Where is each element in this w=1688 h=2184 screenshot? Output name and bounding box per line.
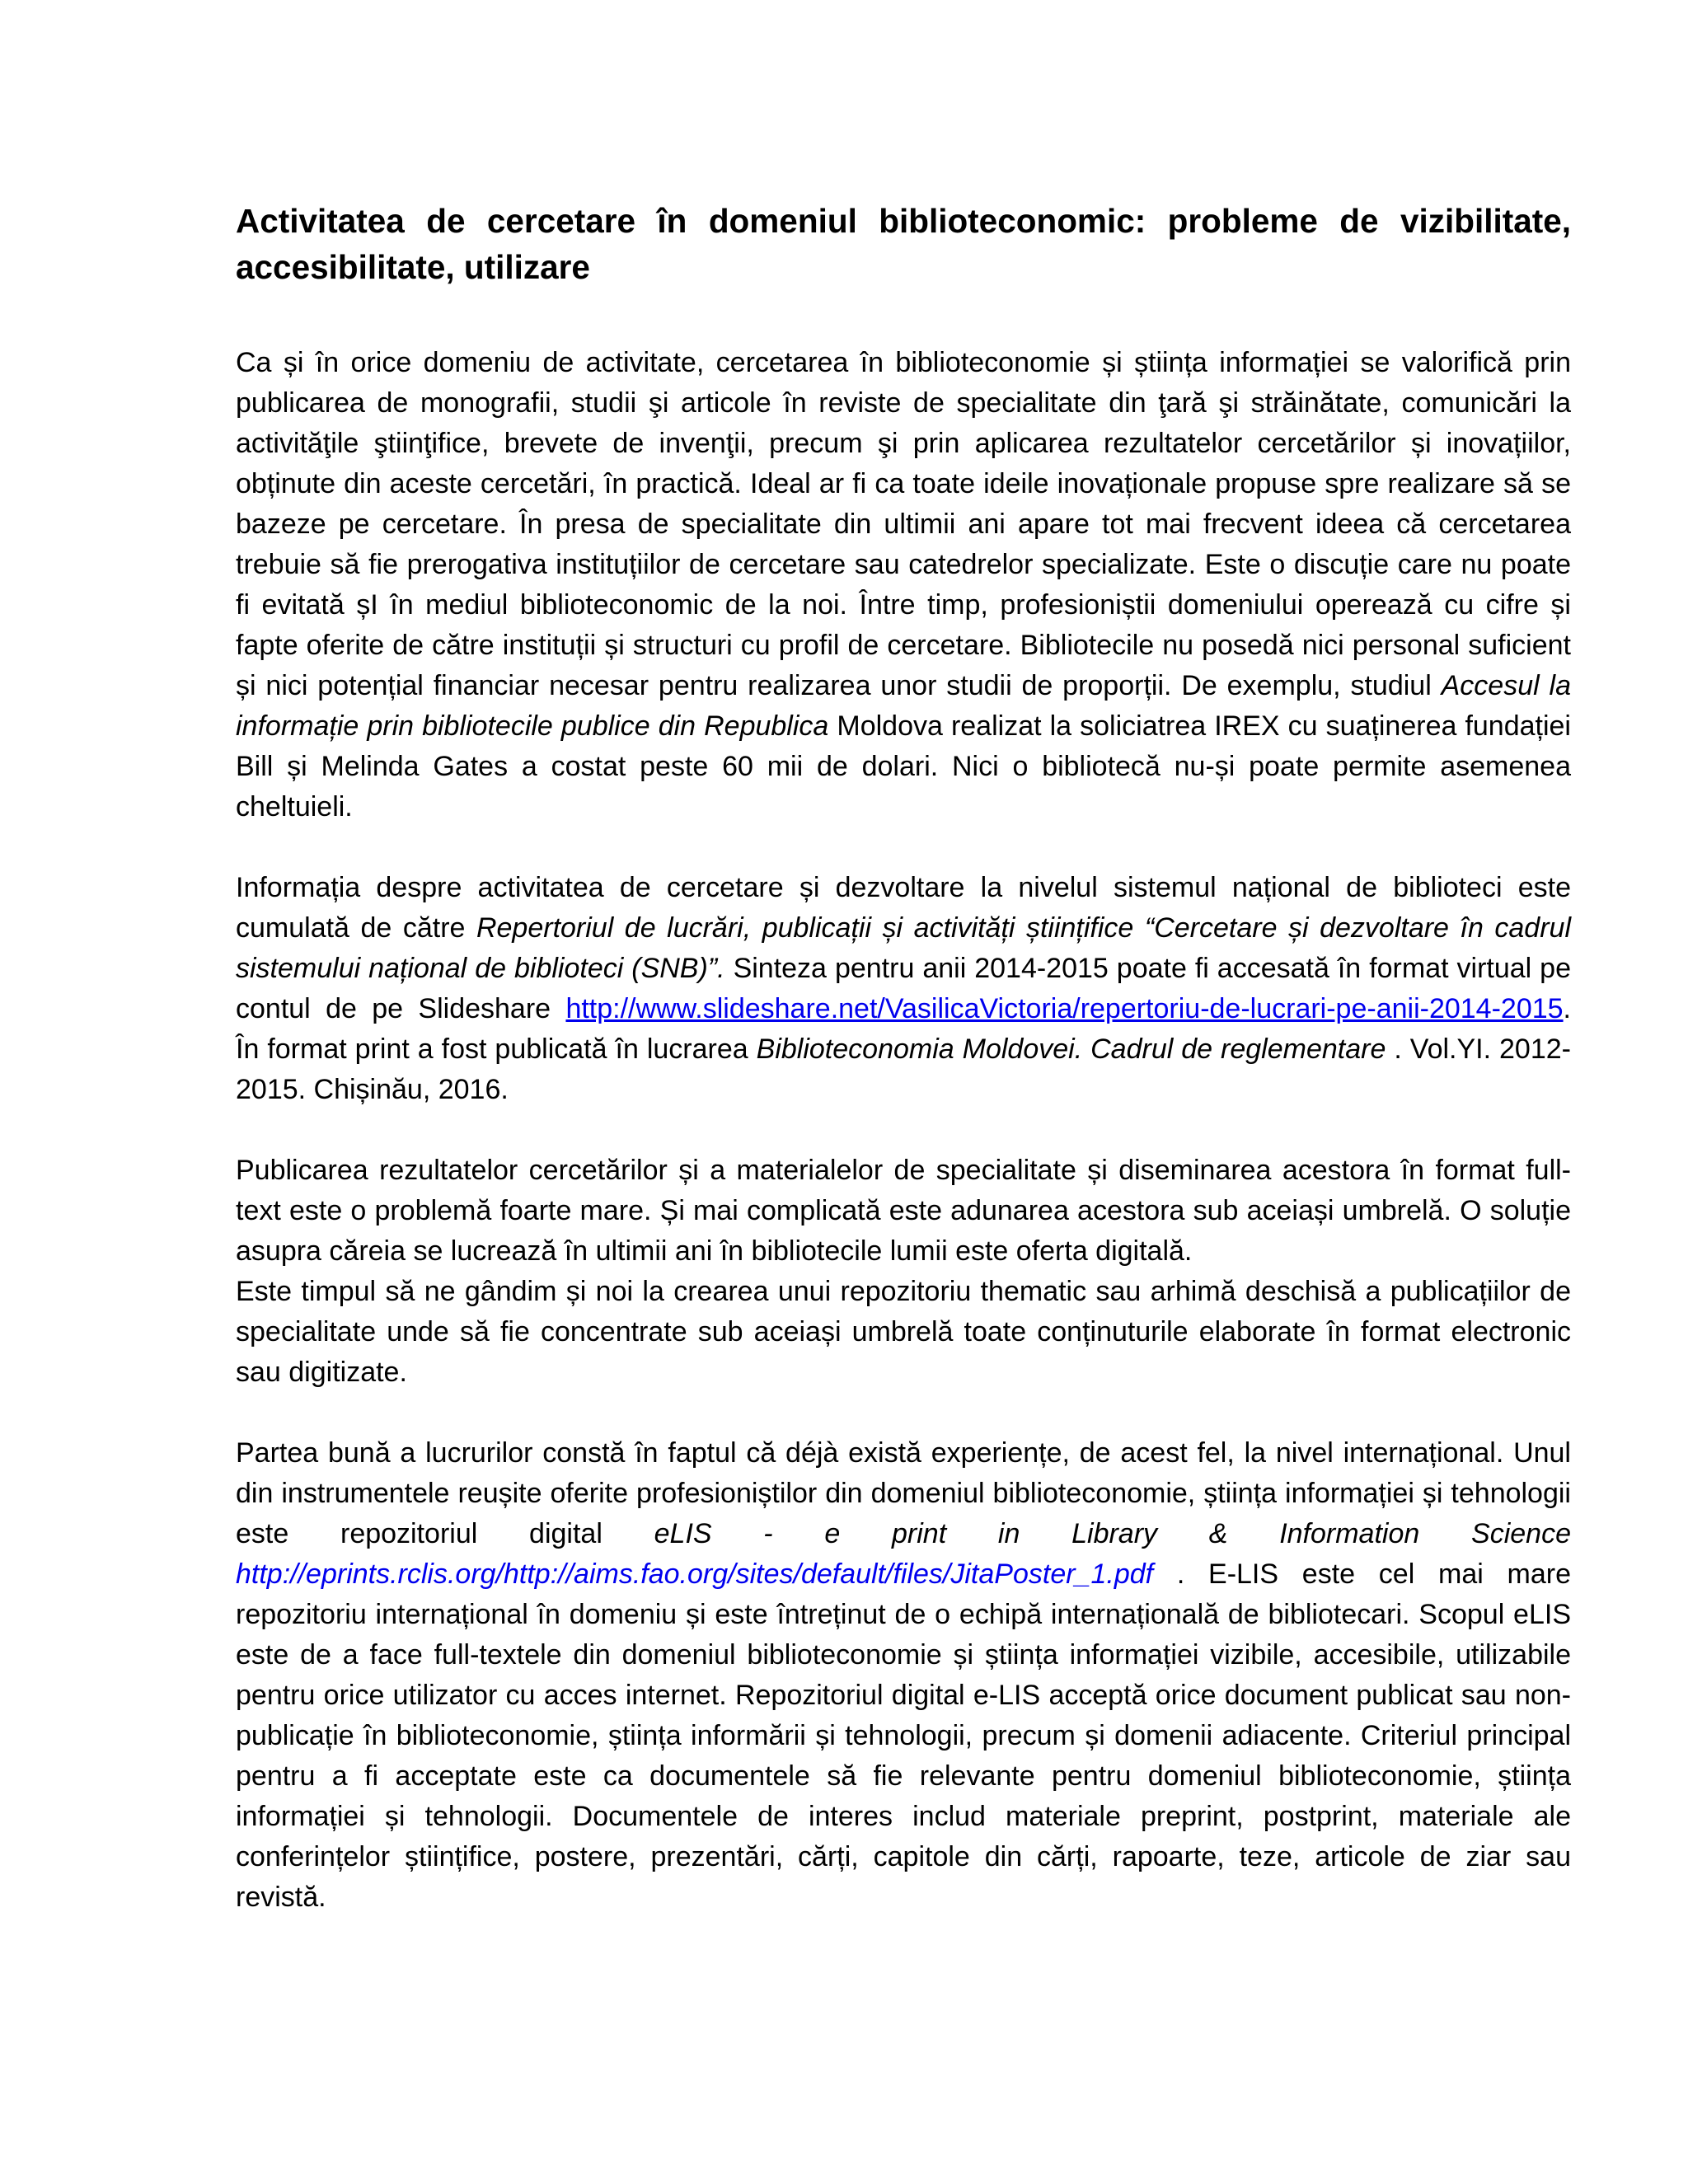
paragraph-1: [236, 343, 1571, 827]
publication-title-italic: Biblioteconomia Moldovei. Cadrul de reglementare: [756, 1033, 1386, 1065]
paragraph-4-text-a: Partea bună a lucrurilor constă în faptul că déjà există experiențe, de acest fel, la nivel internațional. Unul din instrumentele reușite oferite profesioniștilor din domeniul biblioteconomie, știința informației și tehnologii este repozitoriul digital: [236, 1437, 1571, 1549]
paragraph-2-text-c: . În format print a fost publicată în lucrarea: [236, 993, 1571, 1065]
eprints-link[interactable]: http://eprints.rclis.org/http://aims.fao.org/sites/default/files/JitaPoster_1.pdf: [236, 1558, 1154, 1590]
paragraph-2-text-b: Sinteza pentru anii 2014-2015 poate fi accesată în format virtual pe contul de pe Slideshare: [236, 953, 1571, 1024]
repertoriu-title-italic: Repertoriul de lucrări, publicații și activități științifice “Cercetare și dezvoltare în cadrul sistemului național de biblioteci (SNB)”.: [236, 912, 1571, 984]
paragraph-4: [236, 1433, 1571, 1918]
paragraph-2: [236, 868, 1571, 1110]
document-body: [236, 198, 1571, 1958]
study-title-italic: Accesul la informație prin bibliotecile publice din Republica: [236, 670, 1572, 742]
elis-title-italic: eLIS - e print in Library & Information Science: [654, 1518, 1571, 1549]
paragraph-1-text-a: Ca și în orice domeniu de activitate, cercetarea în biblioteconomie și știința informației se valorifică prin publicarea de monografii, studii şi articole în reviste de specialitate din ţară şi străinătate, comunicări la activităţile ştiinţifice, brevete de invenţii, precum şi prin aplicarea rezultatelor cercetărilor și inovațiilor, obținute din aceste cercetări, în practică. Ideal ar fi ca toate ideile inovaționale propuse spre realizare să se bazeze pe cercetare. În presa de specialitate din ultimii ani apare tot mai frecvent ideea că cercetarea trebuie să fie prerogativa instituțiilor de cercetare sau catedrelor specializate. Este o discuție care nu poate fi evitată șI în mediul biblioteconomic de la noi. Între timp, profesioniștii domeniului operează cu cifre și fapte oferite de către instituții și structuri cu profil de cercetare. Bibliotecile nu posedă nici personal suficient și nici potențial financiar necesar pentru realizarea unor studii de proporții. De exemplu, studiul: [236, 347, 1571, 701]
document-title: Activitatea de cercetare în domeniul biblioteconomic: probleme de vizibilitate, accesibilitate, utilizare: [236, 202, 1571, 286]
paragraph-1-text-b: Moldova realizat la soliciatrea IREX cu suaținerea fundației Bill și Melinda Gates a costat peste 60 mii de dolari. Nici o bibliotecă nu-și poate permite asemenea cheltuieli.: [236, 710, 1571, 823]
paragraph-2-text-d: . Vol.YI. 2012-2015. Chișinău, 2016.: [236, 1033, 1571, 1105]
slideshare-link[interactable]: http://www.slideshare.net/VasilicaVictoria/repertoriu-de-lucrari-pe-anii-2014-2015: [565, 993, 1564, 1024]
paragraph-3a: Publicarea rezultatelor cercetărilor și a materialelor de specialitate și diseminarea acestora în format full-text este o problemă foarte mare. Și mai complicată este adunarea acestora sub aceiași umbrelă. O soluție asupra căreia se lucrează în ultimii ani în bibliotecile lumii este oferta digitală.: [236, 1155, 1571, 1267]
paragraph-3b: Este timpul să ne gândim și noi la crearea unui repozitoriu thematic sau arhimă deschisă a publicațiilor de specialitate unde să fie concentrate sub aceiași umbrelă toate conținuturile elaborate în format electronic sau digitizate.: [236, 1276, 1571, 1388]
paragraph-4-text-b: . E-LIS este cel mai mare repozitoriu internațional în domeniu și este întreținut de o echipă internațională de bibliotecari. Scopul eLIS este de a face full-textele din domeniul biblioteconomie și știința informației vizibile, accesibile, utilizabile pentru orice utilizator cu acces internet. Repozitoriul digital e-LIS acceptă orice document publicat sau non-publicație în biblioteconomie, știința informării și tehnologii, precum și domenii adiacente. Criteriul principal pentru a fi acceptate este ca documentele să fie relevante pentru domeniul biblioteconomie, știința informației și tehnologii. Documentele de interes includ materiale preprint, postprint, materiale ale conferințelor științifice, postere, prezentări, cărți, capitole din cărți, rapoarte, teze, articole de ziar sau revistă.: [236, 1558, 1571, 1913]
paragraph-2-text-a: Informația despre activitatea de cercetare și dezvoltare la nivelul sistemul național de biblioteci este cumulată de către: [236, 872, 1571, 944]
